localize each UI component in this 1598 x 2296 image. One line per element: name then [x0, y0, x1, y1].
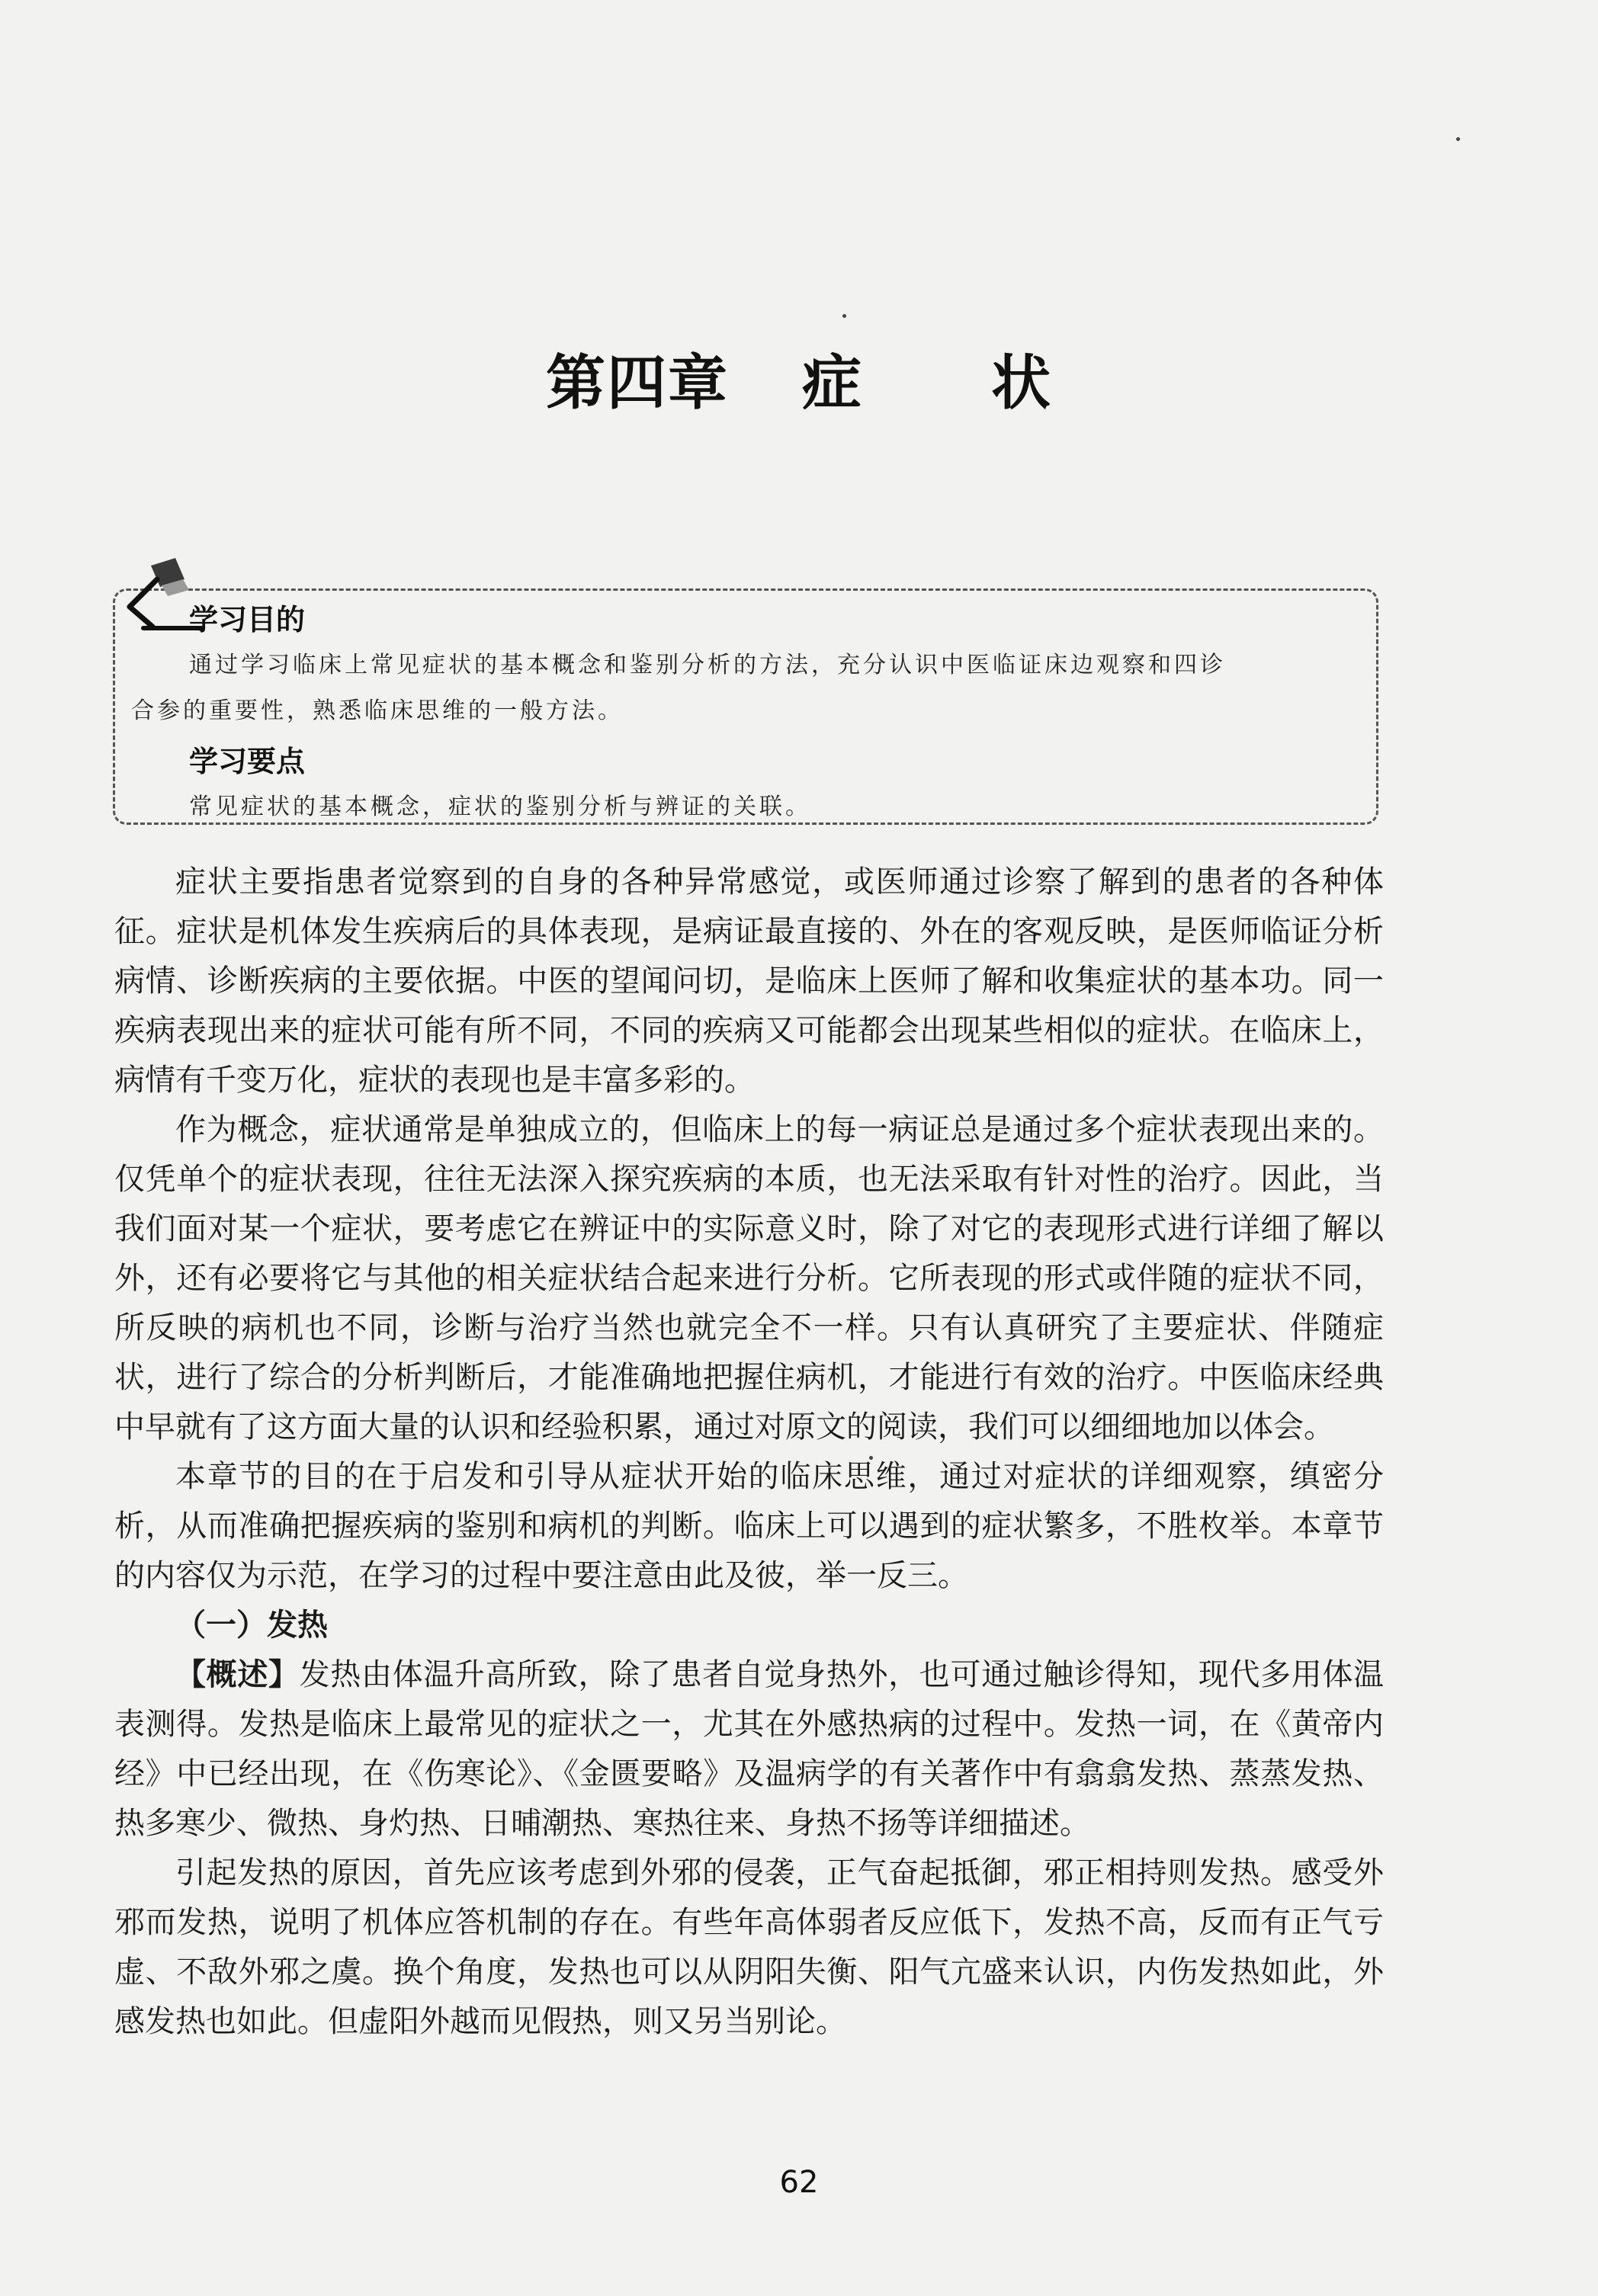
scan-speck — [1456, 137, 1460, 141]
overview-text: 发热由体温升高所致，除了患者自觉身热外，也可通过触诊得知，现代多用体温表测得。发热是临床上最常见的症状之一，尤其在外感热病的过程中。发热一词，在《黄帝内经》中已经出现，在《伤寒论》、《金匮要略》及温病学的有关著作中有翕翕发热、蒸蒸发热、热多寒少、微热、身灼热、日晡潮热、寒热往来、身热不扬等详细描述。 — [114, 1657, 1385, 1841]
objectives-text-line-1: 通过学习临床上常见症状的基本概念和鉴别分析的方法，充分认识中医临证床边观察和四诊 — [189, 652, 1226, 678]
chapter-title-char-2: 状 — [991, 349, 1053, 418]
chapter-title-char-1: 症 — [801, 349, 863, 418]
objectives-text-line-2: 合参的重要性，熟悉临床思维的一般方法。 — [131, 697, 624, 724]
objectives-heading: 学习目的 — [189, 603, 306, 637]
section-heading-fever: （一）发热 — [175, 1608, 328, 1643]
scan-speck — [842, 314, 846, 318]
chapter-title — [0, 335, 1598, 421]
page-number: 62 — [779, 2165, 819, 2200]
overview-paragraph — [114, 1650, 1384, 1849]
main-body-text — [114, 858, 1384, 2047]
chapter-label: 第四章 — [545, 349, 729, 418]
body-paragraph: 作为概念，症状通常是单独成立的，但临床上的每一病证总是通过多个症状表现出来的。仅凭单个的症状表现，往往无法深入探究疾病的本质，也无法采取有针对性的治疗。因此，当我们面对某一个症状，要考虑它在辨证中的实际意义时，除了对它的表现形式进行详细了解以外，还有必要将它与其他的相关症状结合起来进行分析。它所表现的形式或伴随的症状不同，所反映的病机也不同，诊断与治疗当然也就完全不一样。只有认真研究了主要症状、伴随症状，进行了综合的分析判断后，才能准确地把握住病机，才能进行有效的治疗。中医临床经典中早就有了这方面大量的认识和经验积累，通过对原文的阅读，我们可以细细地加以体会。 — [114, 1112, 1384, 1445]
keypoints-text-line-1: 常见症状的基本概念，症状的鉴别分析与辨证的关联。 — [189, 794, 811, 820]
body-paragraph: 本章节的目的在于启发和引导从症状开始的临床思维，通过对症状的详细观察，缜密分析，从而准确把握疾病的鉴别和病机的判断。临床上可以遇到的症状繁多，不胜枚举。本章节的内容仅为示范，在学习的过程中要注意由此及彼，举一反三。 — [114, 1459, 1384, 1593]
body-paragraph: 症状主要指患者觉察到的自身的各种异常感觉，或医师通过诊察了解到的患者的各种体征。症状是机体发生疾病后的具体表现，是病证最直接的、外在的客观反映，是医师临证分析病情、诊断疾病的主要依据。中医的望闻问切，是临床上医师了解和收集症状的基本功。同一疾病表现出来的症状可能有所不同，不同的疾病又可能都会出现某些相似的症状。在临床上，病情有千变万化，症状的表现也是丰富多彩的。 — [114, 864, 1384, 1098]
overview-tag: 【概述】 — [175, 1657, 300, 1692]
body-paragraph: 引起发热的原因，首先应该考虑到外邪的侵袭，正气奋起抵御，邪正相持则发热。感受外邪而发热，说明了机体应答机制的存在。有些年高体弱者反应低下，发热不高，反而有正气亏虚、不敌外邪之虞。换个角度，发热也可以从阴阳失衡、阳气亢盛来认识，内伤发热如此，外感发热也如此。但虚阳外越而见假热，则又另当别论。 — [114, 1855, 1384, 2039]
keypoints-heading: 学习要点 — [189, 745, 306, 778]
